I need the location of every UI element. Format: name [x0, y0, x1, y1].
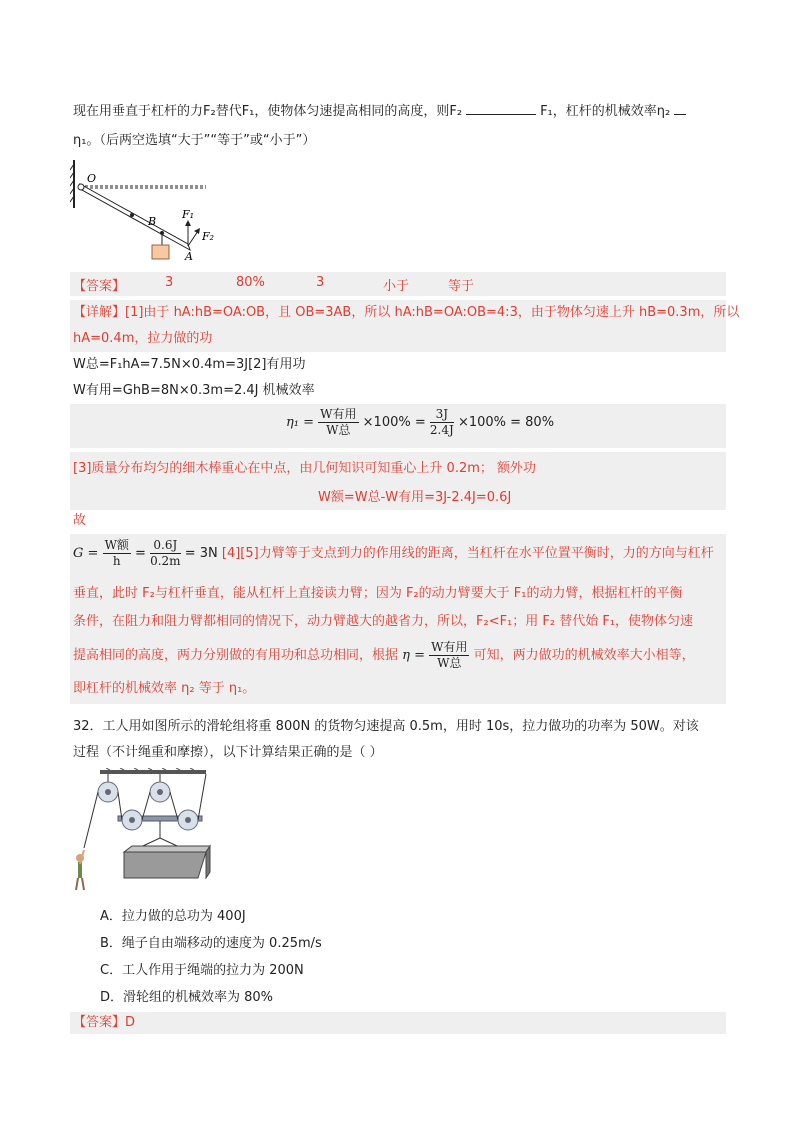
q31-answer-row: [73, 275, 723, 293]
detail-line5: 垂直，此时 F₂与杠杆垂直，能从杠杆上直接读力臂；因为 F₂的动力臂要大于 F₁的动力臂，根据杠杆的平衡: [73, 586, 683, 601]
q31-intro-line2: η₁。（后两空选填“大于”“等于”或“小于”）: [73, 133, 316, 148]
label-f2: F₂: [202, 230, 215, 243]
so-label: 故: [73, 513, 87, 528]
answer-2: 80%: [236, 275, 265, 290]
q32-option-a[interactable]: A．拉力做的总功为 400J: [100, 909, 246, 924]
answer-3: 3: [316, 275, 325, 290]
answer-5: 等于: [448, 279, 475, 294]
efficiency-equation: η₁ = $\frac{\text{W有用}}{\text{W总}}$ ×100% = $\frac{3J}{2.4J}$ ×100% = 80%: [286, 407, 555, 437]
answer-label: 【答案】: [73, 279, 126, 294]
q32-answer: 【答案】D: [73, 1015, 136, 1030]
q32-option-c[interactable]: C．工人作用于绳端的拉力为 200N: [100, 963, 304, 978]
pulley-figure: [70, 768, 220, 893]
detail-line7: 提高相同的高度，两力分别做的有用功和总功相同，根据 η = $\frac{\text{W有用}}{\text{W总}}$ 可知，两力做功的机械效率大小相等，: [73, 640, 695, 670]
q32-option-b[interactable]: B．绳子自由端移动的速度为 0.25m/s: [100, 936, 322, 951]
answer-4: 小于: [383, 279, 410, 294]
label-o: O: [87, 172, 97, 185]
q32-stem-line1: 32．工人用如图所示的滑轮组将重 800N 的货物匀速提高 0.5m，用时 10s，拉力做功的功率为 50W。对该: [73, 719, 699, 734]
label-a: A: [185, 250, 193, 263]
detail-line6: 条件，在阻力和阻力臂都相同的情况下，动力臂越大的越省力，所以，F₂<F₁；用 F₂ 替代始 F₁，使物体匀速: [73, 614, 694, 629]
q32-answer-band: [70, 1012, 726, 1034]
work-total: W总=F₁hA=7.5N×0.4m=3J[2]有用功: [73, 357, 306, 372]
detail-line1: 【详解】[1]由于 hA:hB=OA:OB，且 OB=3AB，所以 hA:hB=OA:OB=4:3，由于物体匀速上升 hB=0.3m，所以: [73, 305, 740, 320]
q32-stem-line2: 过程（不计绳重和摩擦），以下计算结果正确的是（ ）: [73, 745, 383, 760]
work-extra: W额=W总-W有用=3J-2.4J=0.6J: [318, 490, 512, 505]
lever-figure: [70, 160, 220, 270]
answer-1: 3: [165, 275, 174, 290]
label-f1: F₁: [182, 208, 195, 221]
detail-line3: [3]质量分布均匀的细木棒重心在中点，由几何知识可知重心上升 0.2m； 额外功: [73, 461, 537, 476]
detail-line2: hA=0.4m，拉力做的功: [73, 331, 213, 346]
detail-line8: 即杠杆的机械效率 η₂ 等于 η₁。: [73, 681, 256, 696]
g-equation-line: G = $\frac{\text{W额}}{h}$ = $\frac{0.6J}{0.2m}$ = 3N [4][5]力臂等于支点到力的作用线的距离，当杠杆在水平位置平衡时，力的方向与杠杆: [73, 538, 714, 568]
work-useful: W有用=GhB=8N×0.3m=2.4J 机械效率: [73, 383, 315, 398]
q32-option-d[interactable]: D．滑轮组的机械效率为 80%: [100, 990, 274, 1005]
label-b: B: [148, 215, 157, 228]
q31-intro-line1: 现在用垂直于杠杆的力F₂替代F₁，使物体匀速提高相同的高度，则F₂ F₁，杠杆的机械效率η₂: [73, 102, 686, 121]
